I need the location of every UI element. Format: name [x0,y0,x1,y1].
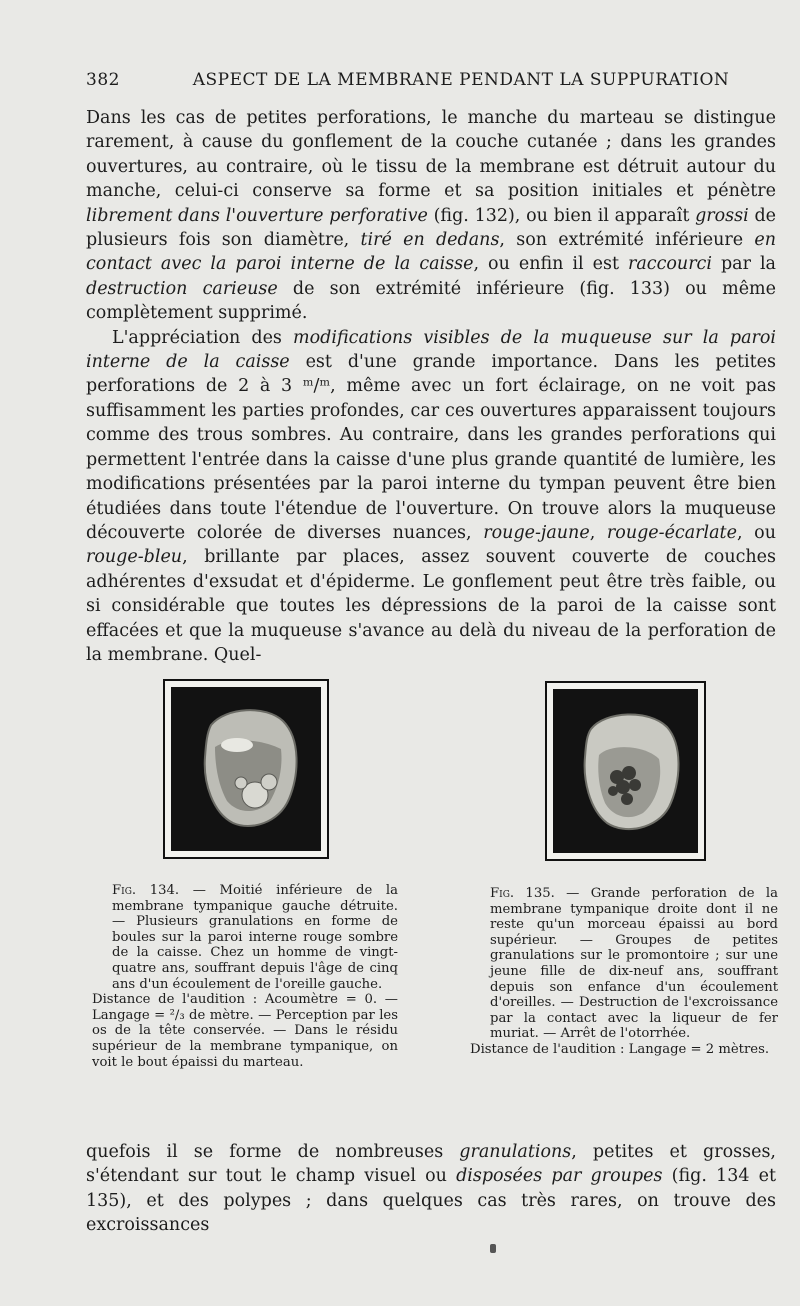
caption-134-main [92,883,398,992]
figure-label: Fig. 135. [490,886,555,901]
text-run: , petites et grosses, s'étendant sur tout le champ visuel ou [86,1142,776,1187]
caption-text: — Grande perforation de la membrane tympanique droite dont il ne reste qu'un morceau épaissi au bord supérieur. — Groupes de petites granulations sur le promontoire ; sur une jeune fille de dix-neuf ans, souffrant depuis son enfance d'un écoulement d'oreilles. — Destruction de l'excroissance par la contact avec la liqueur de fer muriat. — Arrêt de l'otorrhée. [490,886,778,1042]
granulation-2 [261,774,277,790]
running-header [86,70,776,96]
figure-135-background [553,689,698,853]
caption-134-hearing: Distance de l'audition : Acoumètre = 0. — Langage = ²/₃ de mètre. — Perception par les os de la tête conservée. — Dans le résidu supérieur de la membrane tympanique, on voit le bout épaissi du marteau. [92,992,398,1070]
italic-run: grossi [695,205,749,226]
granulation-2 [622,766,636,780]
granulation-6 [621,793,633,805]
figure-135-caption [470,886,778,1058]
eardrum-drawing-134 [171,687,321,851]
figure-label: Fig. 134. [112,883,180,898]
italic-run: granulations [459,1142,572,1162]
text-run: , [589,522,607,543]
italic-run: raccourci [627,254,712,275]
page-number: 382 [86,70,120,90]
text-run: , son extrémité inférieure [499,230,755,251]
paragraph-3 [86,1140,776,1238]
caption-135-main [470,886,778,1042]
text-run: de plusieurs fois son diamètre, [86,205,777,251]
italic-run: rouge-écarlate [606,522,737,543]
italic-run: destruction carieuse [86,278,278,299]
text-run: , ou enfin il est [473,254,628,275]
figure-134-caption [92,883,398,1070]
caption-135-hearing: Distance de l'audition : Langage = 2 mètres. [470,1041,770,1057]
main-text-bottom [86,1140,776,1238]
paragraph-1 [86,106,776,326]
text-run: par la [711,254,776,275]
granulation-4 [629,779,641,791]
granulation-3 [235,777,247,789]
italic-run: rouge-jaune [483,522,590,543]
malleus-stump [221,738,253,752]
main-text-top [86,106,776,667]
text-run: est d'une grande importance. Dans les petites perforations de 2 à 3 ᵐ/ᵐ, même avec un fort éclairage, on ne voit pas suffisamment les parties profondes, car ces ouvertures apparaissent toujours comme des trous sombres. Au contraire, dans les grandes perforations qui permettent l'entrée dans la caisse d'une plus grande quantité de lumière, les modifications présentées par la paroi interne du tympan peuvent être bien étudiées dans toute l'étendue de l'ouverture. On trouve alors la muqueuse découverte colorée de diverses nuances, [86,352,776,543]
text-run: Dans les cas de petites perforations, le manche du marteau se distingue rarement, à cause du gonflement de la couche cutanée ; dans les grandes ouvertures, au contraire, où le tissu de la membrane est détruit autour du manche, celui-ci conserve sa forme et sa position initiales et pénètre [86,108,776,202]
paragraph-2 [86,326,776,668]
caption-text: — Moitié inférieure de la membrane tympanique gauche détruite. — Plusieurs granulations en forme de boules sur la paroi interne rouge sombre de la caisse. Chez un homme de vingt-quatre ans, souffrant depuis l'âge de cinq ans d'un écoulement de l'oreille gauche. [112,883,398,992]
italic-run: rouge-bleu [86,547,183,568]
eardrum-drawing-135 [553,689,698,853]
ink-mark [490,1244,496,1253]
text-run: quefois il se forme de nombreuses [86,1142,460,1162]
running-title: ASPECT DE LA MEMBRANE PENDANT LA SUPPURATION [192,70,730,90]
text-run: , ou [736,522,776,543]
granulation-5 [608,786,618,796]
text-run: , brillante par places, assez souvent couverte de couches adhérentes d'exsudat et d'épiderme. Le gonflement peut être très faible, ou si considérable que toutes les dépressions de la paroi de la caisse sont effacées et que la muqueuse s'avance au delà du niveau de la perforation de la membrane. Quel- [86,547,776,665]
text-run: (fig. 132), ou bien il apparaît [427,205,696,226]
figure-134-illustration [163,679,329,859]
italic-run: tiré en dedans [360,230,500,251]
figure-135-illustration [545,681,706,861]
text-run: L'appréciation des [112,327,294,348]
text-run: (fig. 134 et 135), et des polypes ; dans quelques cas très rares, on trouve des excroissances [86,1166,776,1236]
text-run: de son extrémité inférieure (fig. 133) ou même complètement supprimé. [86,278,776,324]
figure-134-background [171,687,321,851]
italic-run: modifications visibles de la muqueuse sur la paroi interne de la caisse [86,327,776,373]
granulation-3 [616,780,630,794]
italic-run: en contact avec la paroi interne de la caisse [86,230,776,275]
italic-run: disposées par groupes [456,1166,663,1187]
italic-run: librement dans l'ouverture perforative [86,205,428,226]
